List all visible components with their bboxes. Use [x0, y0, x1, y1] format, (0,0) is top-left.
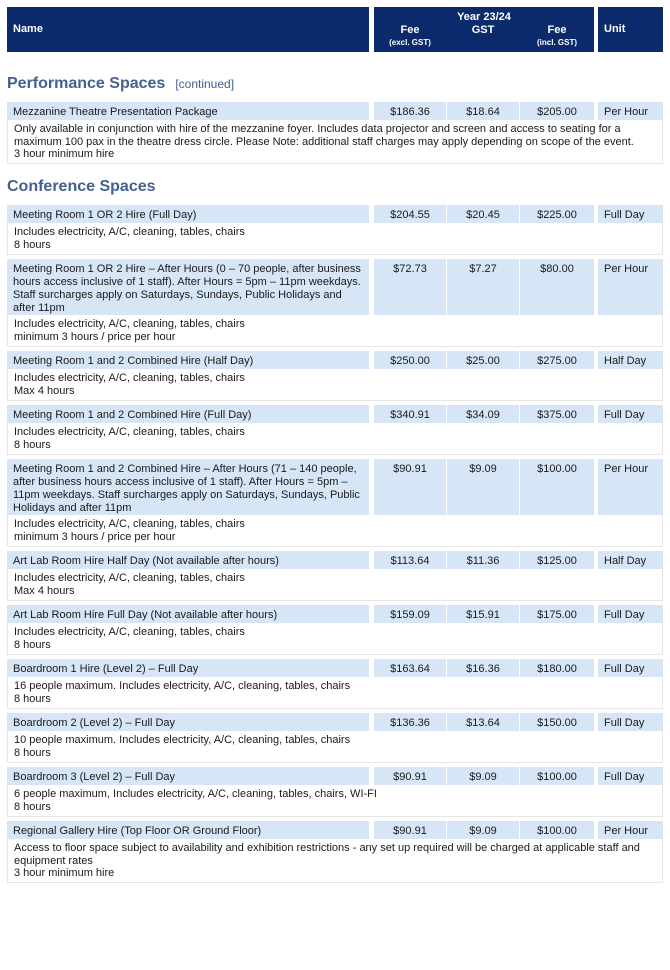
item-fee: $113.64	[390, 555, 430, 567]
item-unit: Full Day	[604, 409, 645, 421]
item-description	[7, 839, 663, 883]
item-description	[7, 120, 663, 164]
item-fee: $90.91	[393, 825, 427, 837]
item-gst: $34.09	[466, 409, 500, 421]
description-line: Includes electricity, A/C, cleaning, tables, chairs	[14, 518, 245, 530]
description-line: 8 hours	[14, 692, 51, 705]
description-line: minimum 3 hours / price per hour	[14, 330, 176, 343]
item-fee: $186.36	[390, 106, 430, 118]
header-fee-label: Fee	[400, 24, 420, 36]
description-line: Max 4 hours	[14, 584, 75, 597]
description-line: minimum 3 hours / price per hour	[14, 530, 176, 543]
table-row	[0, 659, 670, 677]
item-fee: $340.91	[390, 409, 430, 421]
table-row	[0, 259, 670, 315]
description-line: 8 hours	[14, 746, 51, 759]
description-line: Includes electricity, A/C, cleaning, tables, chairs	[14, 318, 245, 330]
section-title-performance	[7, 75, 234, 93]
item-unit: Full Day	[604, 717, 645, 729]
description-line: Includes electricity, A/C, cleaning, tables, chairs	[14, 372, 245, 384]
item-fee-incl: $150.00	[537, 717, 577, 729]
item-description	[7, 369, 663, 401]
item-name: Boardroom 1 Hire (Level 2) – Full Day	[13, 663, 199, 675]
item-unit: Full Day	[604, 771, 645, 783]
header-unit-label: Unit	[604, 23, 626, 35]
item-description	[7, 785, 663, 817]
item-name: Art Lab Room Hire Full Day (Not available after hours)	[13, 609, 278, 621]
header-name-label: Name	[13, 23, 43, 35]
description-line: 6 people maximum, Includes electricity, A/C, cleaning, tables, chairs, WI-FI	[14, 788, 377, 800]
item-name: Meeting Room 1 OR 2 Hire (Full Day)	[13, 209, 197, 221]
description-line: 8 hours	[14, 638, 51, 651]
item-unit: Per Hour	[604, 463, 649, 475]
item-fee-incl: $125.00	[537, 555, 577, 567]
item-fee: $90.91	[393, 771, 427, 783]
item-fee-incl: $180.00	[537, 663, 577, 675]
item-fee: $90.91	[393, 463, 427, 475]
item-fee-incl: $100.00	[537, 825, 577, 837]
item-fee: $204.55	[390, 209, 430, 221]
item-name: Meeting Room 1 OR 2 Hire – After Hours (0 – 70 people, after business hours access inclusive of 1 staff). After Hours = 5pm – 11pm weekdays. Staff surcharges apply on Saturdays, Sundays, Public Holidays and after 11pm	[13, 263, 361, 314]
item-unit: Per Hour	[604, 263, 649, 275]
item-name: Boardroom 3 (Level 2) – Full Day	[13, 771, 176, 783]
header-unit-cell	[598, 7, 663, 52]
item-unit: Half Day	[604, 555, 647, 567]
item-unit: Full Day	[604, 663, 645, 675]
description-line: 16 people maximum. Includes electricity, A/C, cleaning, tables, chairs	[14, 680, 351, 692]
item-name: Meeting Room 1 and 2 Combined Hire – After Hours (71 – 140 people, after business hours access inclusive of 1 staff). After Hours = 5pm – 11pm weekdays. Staff surcharges apply on Saturdays, Sundays, Public Holidays and after 11pm	[13, 463, 360, 514]
item-gst: $15.91	[466, 609, 500, 621]
item-description	[7, 677, 663, 709]
table-row	[0, 821, 670, 839]
description-line: Includes electricity, A/C, cleaning, tables, chairs	[14, 426, 245, 438]
item-description	[7, 731, 663, 763]
item-gst: $13.64	[466, 717, 500, 729]
table-row	[0, 551, 670, 569]
table-row	[0, 459, 670, 515]
item-fee: $159.09	[390, 609, 430, 621]
section-title-text: Conference Spaces	[7, 178, 156, 195]
item-fee-incl: $80.00	[540, 263, 574, 275]
description-line: 8 hours	[14, 800, 51, 813]
item-gst: $9.09	[469, 825, 497, 837]
table-row	[0, 405, 670, 423]
description-line: 10 people maximum. Includes electricity, A/C, cleaning, tables, chairs	[14, 734, 351, 746]
description-line: Max 4 hours	[14, 384, 75, 397]
table-header	[0, 7, 670, 52]
description-line: Only available in conjunction with hire of the mezzanine foyer. Includes data projector and screen and access to seating for a maximum 100 pax in the theatre dress circle. Please Note: additional staff charges may apply depending on scope of the event.	[14, 123, 634, 148]
item-description	[7, 315, 663, 347]
item-unit: Per Hour	[604, 106, 649, 118]
item-fee: $250.00	[390, 355, 430, 367]
item-name: Boardroom 2 (Level 2) – Full Day	[13, 717, 176, 729]
header-fee-incl-label: Fee	[547, 24, 567, 36]
header-year-label: Year 23/24	[457, 11, 511, 23]
description-line: Includes electricity, A/C, cleaning, tables, chairs	[14, 226, 245, 238]
item-unit: Full Day	[604, 209, 645, 221]
section-continued: [continued]	[175, 77, 235, 91]
item-gst: $20.45	[466, 209, 500, 221]
item-gst: $18.64	[466, 106, 500, 118]
item-fee-incl: $375.00	[537, 409, 577, 421]
item-gst: $11.36	[466, 555, 500, 567]
item-fee: $163.64	[390, 663, 430, 675]
item-description	[7, 423, 663, 455]
table-row	[0, 351, 670, 369]
item-description	[7, 569, 663, 601]
section-title-text: Performance Spaces	[7, 75, 166, 92]
table-row	[0, 205, 670, 223]
item-gst: $9.09	[469, 463, 497, 475]
item-description	[7, 223, 663, 255]
item-gst: $9.09	[469, 771, 497, 783]
item-name: Art Lab Room Hire Half Day (Not available after hours)	[13, 555, 279, 567]
item-name: Meeting Room 1 and 2 Combined Hire (Full Day)	[13, 409, 252, 421]
item-fee-incl: $175.00	[537, 609, 577, 621]
item-fee-incl: $100.00	[537, 463, 577, 475]
description-line: Includes electricity, A/C, cleaning, tables, chairs	[14, 626, 245, 638]
section-title-conference	[7, 178, 156, 196]
description-line: Access to floor space subject to availability and exhibition restrictions - any set up required will be charged at applicable staff and equipment rates	[14, 842, 640, 867]
item-fee-incl: $205.00	[537, 106, 577, 118]
item-fee: $136.36	[390, 717, 430, 729]
table-row	[0, 713, 670, 731]
item-description	[7, 515, 663, 547]
header-name-cell	[7, 7, 369, 52]
header-fee-incl-sub: (incl. GST)	[537, 38, 577, 47]
description-line: 3 hour minimum hire	[14, 867, 115, 879]
table-row	[0, 605, 670, 623]
item-description	[7, 623, 663, 655]
item-fee: $72.73	[393, 263, 427, 275]
table-row	[0, 767, 670, 785]
description-line: 8 hours	[14, 438, 51, 451]
item-gst: $7.27	[469, 263, 497, 275]
header-fee-sub: (excl. GST)	[389, 38, 431, 47]
item-unit: Per Hour	[604, 825, 649, 837]
item-fee-incl: $225.00	[537, 209, 577, 221]
item-unit: Half Day	[604, 355, 647, 367]
description-line: 3 hour minimum hire	[14, 148, 115, 160]
item-name: Regional Gallery Hire (Top Floor OR Ground Floor)	[13, 825, 262, 837]
header-gst-label: GST	[471, 24, 495, 36]
item-name: Mezzanine Theatre Presentation Package	[13, 106, 218, 118]
description-line: Includes electricity, A/C, cleaning, tables, chairs	[14, 572, 245, 584]
header-year-cell	[374, 7, 594, 52]
item-fee-incl: $100.00	[537, 771, 577, 783]
item-unit: Full Day	[604, 609, 645, 621]
item-gst: $16.36	[466, 663, 500, 675]
table-row	[0, 102, 670, 120]
description-line: 8 hours	[14, 238, 51, 251]
item-name: Meeting Room 1 and 2 Combined Hire (Half Day)	[13, 355, 254, 367]
item-gst: $25.00	[466, 355, 500, 367]
item-fee-incl: $275.00	[537, 355, 577, 367]
